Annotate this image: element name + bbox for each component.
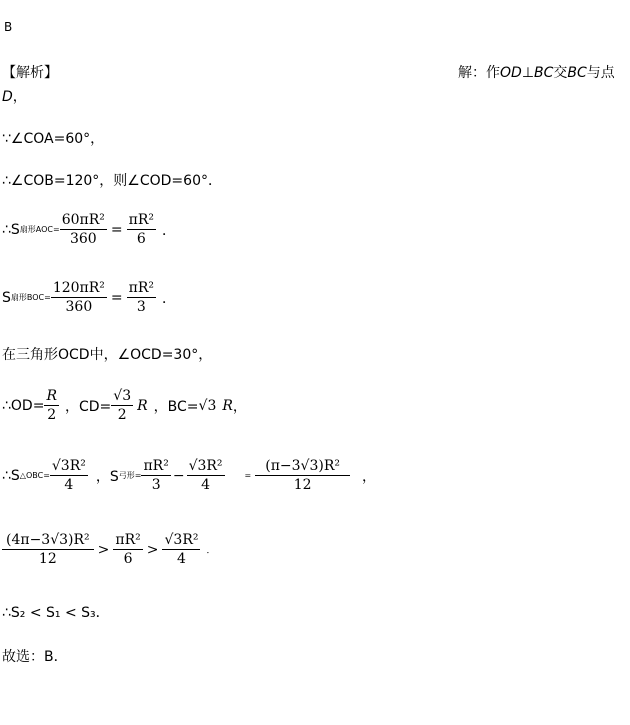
aoc-eq: = [53, 225, 60, 234]
line-ocd: 在三角形OCD中，∠OCD=30°， [2, 347, 213, 363]
cmp-frac3: $\frac{\text{√3R²}}{4}$ [164, 532, 199, 567]
cd-label: ，CD= [64, 398, 112, 415]
intro-comma: ， [12, 89, 27, 105]
intro-bc2: BC [567, 65, 587, 81]
od-frac: $\frac{R}{2}$ [46, 388, 57, 423]
line-coa: ∵∠COA=60°， [2, 131, 105, 147]
line-cob: ∴∠COB=120°，则∠COD=60°． [2, 173, 222, 189]
aoc-s: ∴S [2, 221, 20, 238]
bc-label: ，BC= [153, 398, 199, 415]
intro-continued [2, 86, 27, 106]
aoc-frac1: $\frac{\text{60πR²}}{360}$ [61, 212, 105, 247]
aoc-sub: 扇形AOC [19, 225, 54, 234]
line-choice: 故选：B． [2, 649, 68, 665]
obc-frac1: $\frac{\text{√3R²}}{4}$ [51, 458, 86, 493]
boc-frac2: $\frac{\text{πR²}}{3}$ [128, 280, 154, 315]
line-sector-boc: S 扇形BOC = $\frac{\text{120πR²}}{360}$ = $\frac{\text{πR²}}{3}$ ． [2, 280, 176, 315]
obc-frac3: $\frac{\text{√3R²}}{4}$ [188, 458, 223, 493]
solution-intro [458, 62, 615, 82]
boc-sub: 扇形BOC [10, 293, 45, 302]
line-compare: $\frac{\text{(4π−3√3)R²}}{12}$ > $\frac{\text{πR²}}{6}$ > $\frac{\text{√3R²}}{4}$ ． [2, 532, 215, 567]
obc-frac2: $\frac{\text{πR²}}{3}$ [143, 458, 169, 493]
cd-frac: $\frac{√3}{2}$ [113, 388, 132, 423]
intro-od: OD [500, 65, 522, 81]
boc-s: S [2, 289, 11, 306]
cmp-frac1: $\frac{\text{(4π−3√3)R²}}{12}$ [2, 532, 94, 567]
boc-frac1: $\frac{\text{120πR²}}{360}$ [52, 280, 105, 315]
intro-d: D [2, 89, 13, 105]
intro-tail: 与点 [586, 65, 615, 81]
line-od-cd-bc: ∴OD= $\frac{R}{2}$ ，CD= $\frac{√3}{2}$ R ，BC= √3 R ， [2, 388, 247, 423]
line-s-order: ∴S₂ < S₁ < S₃． [2, 605, 110, 621]
aoc-frac2: $\frac{\text{πR²}}{6}$ [128, 212, 154, 247]
line-obc: ∴S △OBC = $\frac{\text{√3R²}}{4}$ ，S 弓形 = $\frac{\text{πR²}}{3}$ − $\frac{\text{√3R²}}{4}$ = $\frac{\text{(π−3√3)R²}}{12}$ ， [2, 458, 376, 493]
intro-perp: ⊥ [521, 65, 535, 81]
intro-bc1: BC [534, 65, 554, 81]
intro-jiao: 交 [553, 65, 568, 81]
section-title: 【解析】 [2, 65, 58, 81]
answer-letter: B [4, 20, 13, 34]
obc-frac4: $\frac{\text{(π−3√3)R²}}{12}$ [255, 458, 350, 493]
od-label: ∴OD= [2, 397, 45, 414]
aoc-eq2: = [110, 221, 123, 238]
line-sector-aoc: ∴S 扇形AOC = $\frac{\text{60πR²}}{360}$ = $\frac{\text{πR²}}{6}$ ． [2, 212, 176, 247]
intro-lead: 解：作 [458, 65, 500, 81]
cmp-frac2: $\frac{\text{πR²}}{6}$ [115, 532, 141, 567]
